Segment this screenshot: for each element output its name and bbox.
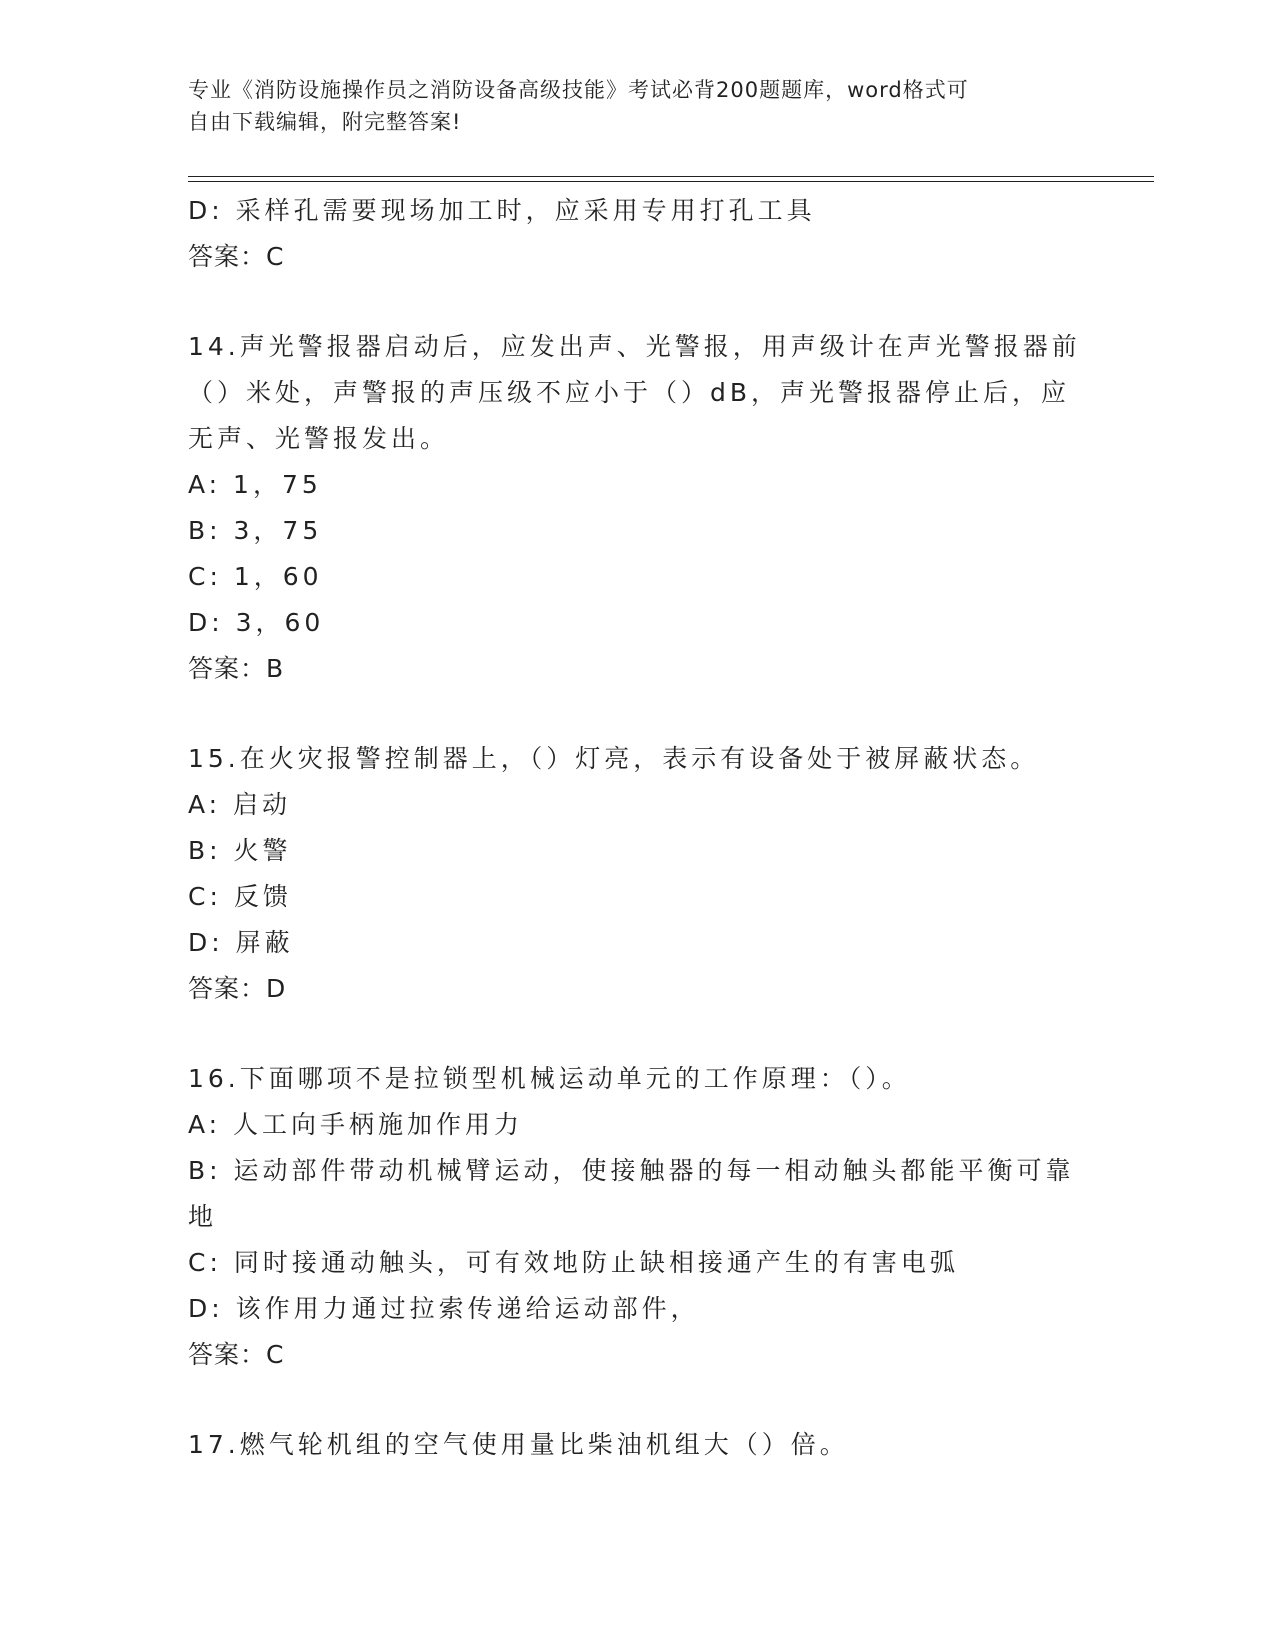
option-a: A: 1，75 bbox=[188, 470, 322, 499]
option-b: B: 运动部件带动机械臂运动，使接触器的每一相动触头都能平衡可靠 bbox=[188, 1156, 1075, 1185]
question-stem-line: 无声、光警报发出。 bbox=[188, 424, 450, 453]
option-d: D: 屏蔽 bbox=[188, 928, 294, 957]
question-16 bbox=[188, 1056, 1088, 1378]
option-d: D: 采样孔需要现场加工时，应采用专用打孔工具 bbox=[188, 196, 816, 225]
question-15 bbox=[188, 736, 1088, 1012]
header-divider-bottom bbox=[188, 181, 1154, 182]
option-b-continued: 地 bbox=[188, 1202, 218, 1231]
question-stem: 17.燃气轮机组的空气使用量比柴油机组大（）倍。 bbox=[188, 1430, 849, 1459]
spacer bbox=[188, 692, 1088, 736]
answer: 答案：B bbox=[188, 654, 285, 683]
answer: 答案：C bbox=[188, 242, 285, 271]
spacer bbox=[188, 280, 1088, 324]
option-a: A: 人工向手柄施加作用力 bbox=[188, 1110, 524, 1139]
document-header bbox=[188, 74, 1088, 138]
header-line-1: 专业《消防设施操作员之消防设备高级技能》考试必背200题题库，word格式可 bbox=[188, 78, 969, 102]
header-divider-top bbox=[188, 176, 1154, 177]
option-c: C: 反馈 bbox=[188, 882, 292, 911]
option-c: C: 1，60 bbox=[188, 562, 323, 591]
question-14 bbox=[188, 324, 1088, 692]
question-list bbox=[188, 188, 1088, 1468]
question-13-tail bbox=[188, 188, 1088, 280]
option-d: D: 该作用力通过拉索传递给运动部件， bbox=[188, 1294, 700, 1323]
question-stem: 16.下面哪项不是拉锁型机械运动单元的工作原理：（）。 bbox=[188, 1064, 911, 1093]
question-stem-line: 14.声光警报器启动后，应发出声、光警报，用声级计在声光警报器前 bbox=[188, 332, 1081, 361]
option-b: B: 3，75 bbox=[188, 516, 323, 545]
answer: 答案：C bbox=[188, 1340, 285, 1369]
spacer bbox=[188, 1012, 1088, 1056]
question-stem-line: （）米处，声警报的声压级不应小于（）dB，声光警报器停止后，应 bbox=[188, 378, 1071, 407]
question-stem: 15.在火灾报警控制器上，（）灯亮，表示有设备处于被屏蔽状态。 bbox=[188, 744, 1040, 773]
spacer bbox=[188, 1378, 1088, 1422]
option-b: B: 火警 bbox=[188, 836, 292, 865]
option-a: A: 启动 bbox=[188, 790, 292, 819]
option-c: C: 同时接通动触头，可有效地防止缺相接通产生的有害电弧 bbox=[188, 1248, 959, 1277]
question-17 bbox=[188, 1422, 1088, 1468]
option-d: D: 3，60 bbox=[188, 608, 325, 637]
answer: 答案：D bbox=[188, 974, 287, 1003]
header-line-2: 自由下载编辑，附完整答案! bbox=[188, 110, 462, 134]
